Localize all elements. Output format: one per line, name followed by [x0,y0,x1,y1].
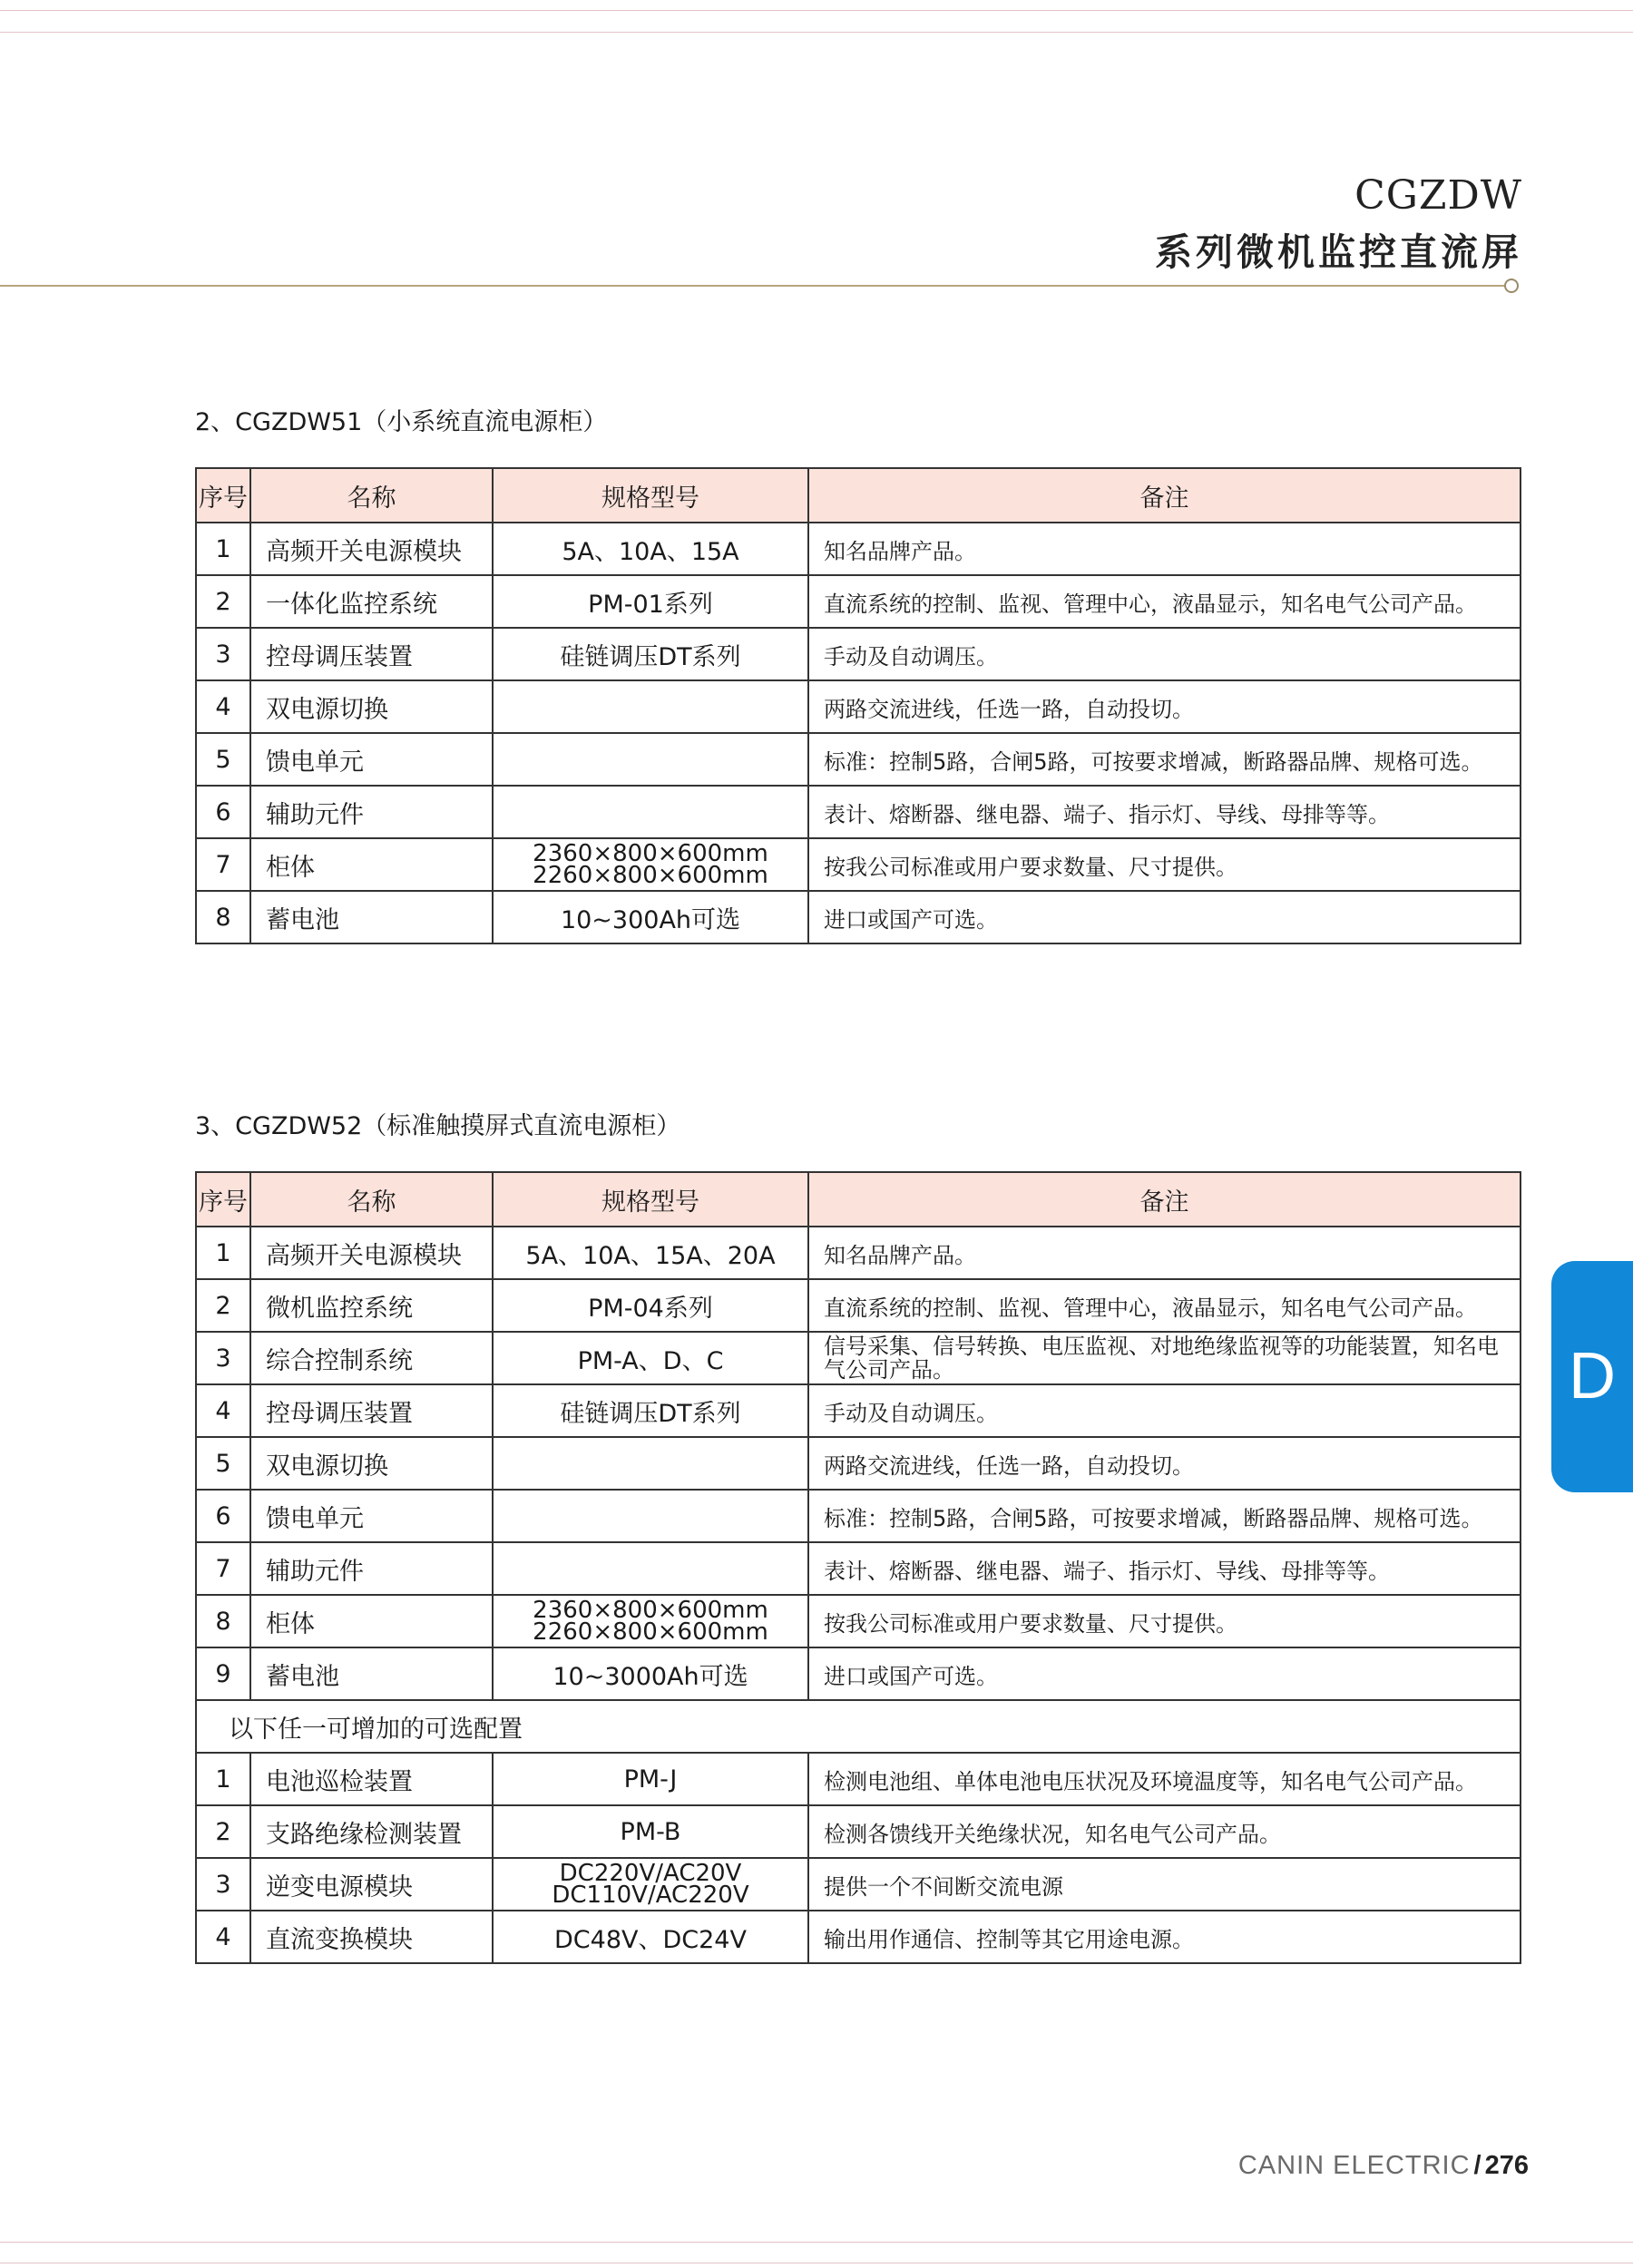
row-note: 进口或国产可选。 [808,1647,1521,1700]
row-spec-line: 10~300Ah可选 [560,905,741,934]
row-number: 2 [196,1805,250,1858]
row-spec [493,838,808,891]
table-row [196,1279,1521,1332]
table-row [196,1542,1521,1595]
row-name: 辅助元件 [250,786,493,838]
row-spec [493,1858,808,1911]
row-name: 综合控制系统 [250,1332,493,1384]
row-name: 控母调压装置 [250,1384,493,1437]
table-row [196,1595,1521,1647]
row-note: 表计、熔断器、继电器、端子、指示灯、导线、母排等等。 [808,1542,1521,1595]
row-spec [493,786,808,838]
top-border-line [0,10,1633,11]
row-number: 4 [196,1911,250,1963]
table-row [196,680,1521,733]
row-spec [493,1384,808,1437]
optional-config-title-row [196,1700,1521,1753]
row-spec-line: PM-A、D、C [577,1346,724,1375]
table-row [196,1332,1521,1384]
row-number: 1 [196,1227,250,1279]
row-number: 8 [196,891,250,943]
row-spec-line: 10~3000Ah可选 [552,1662,748,1691]
col-header-note: 备注 [808,1172,1521,1227]
row-number: 4 [196,1384,250,1437]
table-row [196,523,1521,575]
row-spec [493,575,808,628]
row-note: 检测电池组、单体电池电压状况及环境温度等，知名电气公司产品。 [808,1753,1521,1805]
row-note: 直流系统的控制、监视、管理中心，液晶显示，知名电气公司产品。 [808,575,1521,628]
row-name: 高频开关电源模块 [250,523,493,575]
section-title-cgzdw51: 2、CGZDW51（小系统直流电源柜） [195,408,608,436]
row-spec-line: 5A、10A、15A [562,537,739,566]
table-row [196,1753,1521,1805]
row-spec [493,1227,808,1279]
page-number: 276 [1484,2151,1529,2180]
row-number: 7 [196,1542,250,1595]
row-name: 柜体 [250,838,493,891]
row-spec [493,680,808,733]
row-spec-line: 硅链调压DT系列 [560,1399,741,1428]
table-row [196,733,1521,786]
row-name: 控母调压装置 [250,628,493,680]
row-spec [493,733,808,786]
table-row [196,1437,1521,1490]
row-spec [493,523,808,575]
row-name: 逆变电源模块 [250,1858,493,1911]
row-note: 信号采集、信号转换、电压监视、对地绝缘监视等的功能装置，知名电气公司产品。 [808,1332,1521,1384]
row-spec-line: 硅链调压DT系列 [560,642,741,671]
row-name: 馈电单元 [250,1490,493,1542]
row-spec [493,628,808,680]
row-note: 两路交流进线，任选一路，自动投切。 [808,1437,1521,1490]
row-spec-line: 2360×800×600mm [533,840,768,867]
row-note: 标准：控制5路，合闸5路，可按要求增减，断路器品牌、规格可选。 [808,1490,1521,1542]
row-name: 高频开关电源模块 [250,1227,493,1279]
col-header-no: 序号 [196,468,250,523]
table-row [196,575,1521,628]
table-row [196,838,1521,891]
row-name: 电池巡检装置 [250,1753,493,1805]
row-number: 2 [196,1279,250,1332]
row-name: 微机监控系统 [250,1279,493,1332]
row-spec [493,1332,808,1384]
table-row [196,1384,1521,1437]
row-name: 双电源切换 [250,680,493,733]
row-number: 1 [196,523,250,575]
row-name: 一体化监控系统 [250,575,493,628]
row-number: 8 [196,1595,250,1647]
row-number: 9 [196,1647,250,1700]
table-row [196,1858,1521,1911]
row-spec [493,1647,808,1700]
row-spec [493,1911,808,1963]
row-spec-line: PM-B [620,1817,681,1846]
row-note: 表计、熔断器、继电器、端子、指示灯、导线、母排等等。 [808,786,1521,838]
row-spec [493,1595,808,1647]
row-spec-line: 2360×800×600mm [533,1597,768,1624]
row-name: 蓄电池 [250,891,493,943]
row-number: 5 [196,733,250,786]
table-row [196,1805,1521,1858]
row-spec-line: PM-01系列 [588,590,713,619]
row-number: 3 [196,1332,250,1384]
row-spec-line: 5A、10A、15A、20A [525,1241,776,1270]
row-name: 蓄电池 [250,1647,493,1700]
row-number: 6 [196,1490,250,1542]
row-spec-line: DC110V/AC220V [552,1882,749,1909]
row-note: 提供一个不间断交流电源 [808,1858,1521,1911]
row-name: 双电源切换 [250,1437,493,1490]
col-header-no: 序号 [196,1172,250,1227]
footer [1238,2151,1529,2181]
row-note: 知名品牌产品。 [808,1227,1521,1279]
row-number: 4 [196,680,250,733]
table-row [196,1227,1521,1279]
spec-table-cgzdw52 [195,1171,1521,1964]
row-note: 知名品牌产品。 [808,523,1521,575]
table-row [196,628,1521,680]
bottom-border-line [0,2242,1633,2243]
header-rule-end-dot [1504,279,1519,293]
row-spec-line: DC48V、DC24V [554,1925,747,1954]
table-row [196,1647,1521,1700]
header-series: CGZDW [1354,172,1522,219]
row-spec-line: PM-04系列 [588,1294,713,1323]
optional-config-title: 以下任一可增加的可选配置 [196,1700,1521,1753]
chapter-tab[interactable] [1551,1261,1633,1492]
table-header-row [196,468,1521,523]
row-spec-line: 2260×800×600mm [533,862,768,889]
row-name: 柜体 [250,1595,493,1647]
row-spec-line: 2260×800×600mm [533,1618,768,1646]
row-spec [493,1542,808,1595]
table-header-row [196,1172,1521,1227]
col-header-spec: 规格型号 [493,1172,808,1227]
row-spec-line: PM-J [623,1765,678,1794]
row-note: 标准：控制5路，合闸5路，可按要求增减，断路器品牌、规格可选。 [808,733,1521,786]
row-number: 7 [196,838,250,891]
row-number: 6 [196,786,250,838]
row-note: 进口或国产可选。 [808,891,1521,943]
row-note: 检测各馈线开关绝缘状况，知名电气公司产品。 [808,1805,1521,1858]
row-number: 2 [196,575,250,628]
col-header-name: 名称 [250,1172,493,1227]
row-note: 两路交流进线，任选一路，自动投切。 [808,680,1521,733]
row-number: 3 [196,1858,250,1911]
table-row [196,891,1521,943]
row-number: 1 [196,1753,250,1805]
row-note: 按我公司标准或用户要求数量、尺寸提供。 [808,1595,1521,1647]
row-note: 手动及自动调压。 [808,1384,1521,1437]
spec-table-cgzdw51 [195,467,1521,944]
top-border-line-2 [0,32,1633,33]
col-header-name: 名称 [250,468,493,523]
col-header-spec: 规格型号 [493,468,808,523]
row-spec [493,1490,808,1542]
row-spec [493,1805,808,1858]
row-note: 输出用作通信、控制等其它用途电源。 [808,1911,1521,1963]
header-rule [0,285,1506,287]
header-title: 系列微机监控直流屏 [1155,230,1522,274]
row-name: 馈电单元 [250,733,493,786]
row-spec [493,1279,808,1332]
chapter-tab-label: D [1569,1340,1616,1413]
row-spec [493,891,808,943]
row-note: 按我公司标准或用户要求数量、尺寸提供。 [808,838,1521,891]
row-number: 5 [196,1437,250,1490]
row-name: 直流变换模块 [250,1911,493,1963]
row-note: 直流系统的控制、监视、管理中心，液晶显示，知名电气公司产品。 [808,1279,1521,1332]
row-name: 支路绝缘检测装置 [250,1805,493,1858]
table-row [196,1911,1521,1963]
footer-brand: CANIN ELECTRIC [1237,2151,1471,2180]
row-spec [493,1753,808,1805]
table-row [196,786,1521,838]
row-note: 手动及自动调压。 [808,628,1521,680]
col-header-note: 备注 [808,468,1521,523]
footer-separator: / [1473,2151,1481,2180]
row-name: 辅助元件 [250,1542,493,1595]
table-row [196,1490,1521,1542]
section-title-cgzdw52: 3、CGZDW52（标准触摸屏式直流电源柜） [195,1112,681,1140]
row-number: 3 [196,628,250,680]
row-spec-line: DC220V/AC20V [559,1860,742,1887]
row-spec [493,1437,808,1490]
